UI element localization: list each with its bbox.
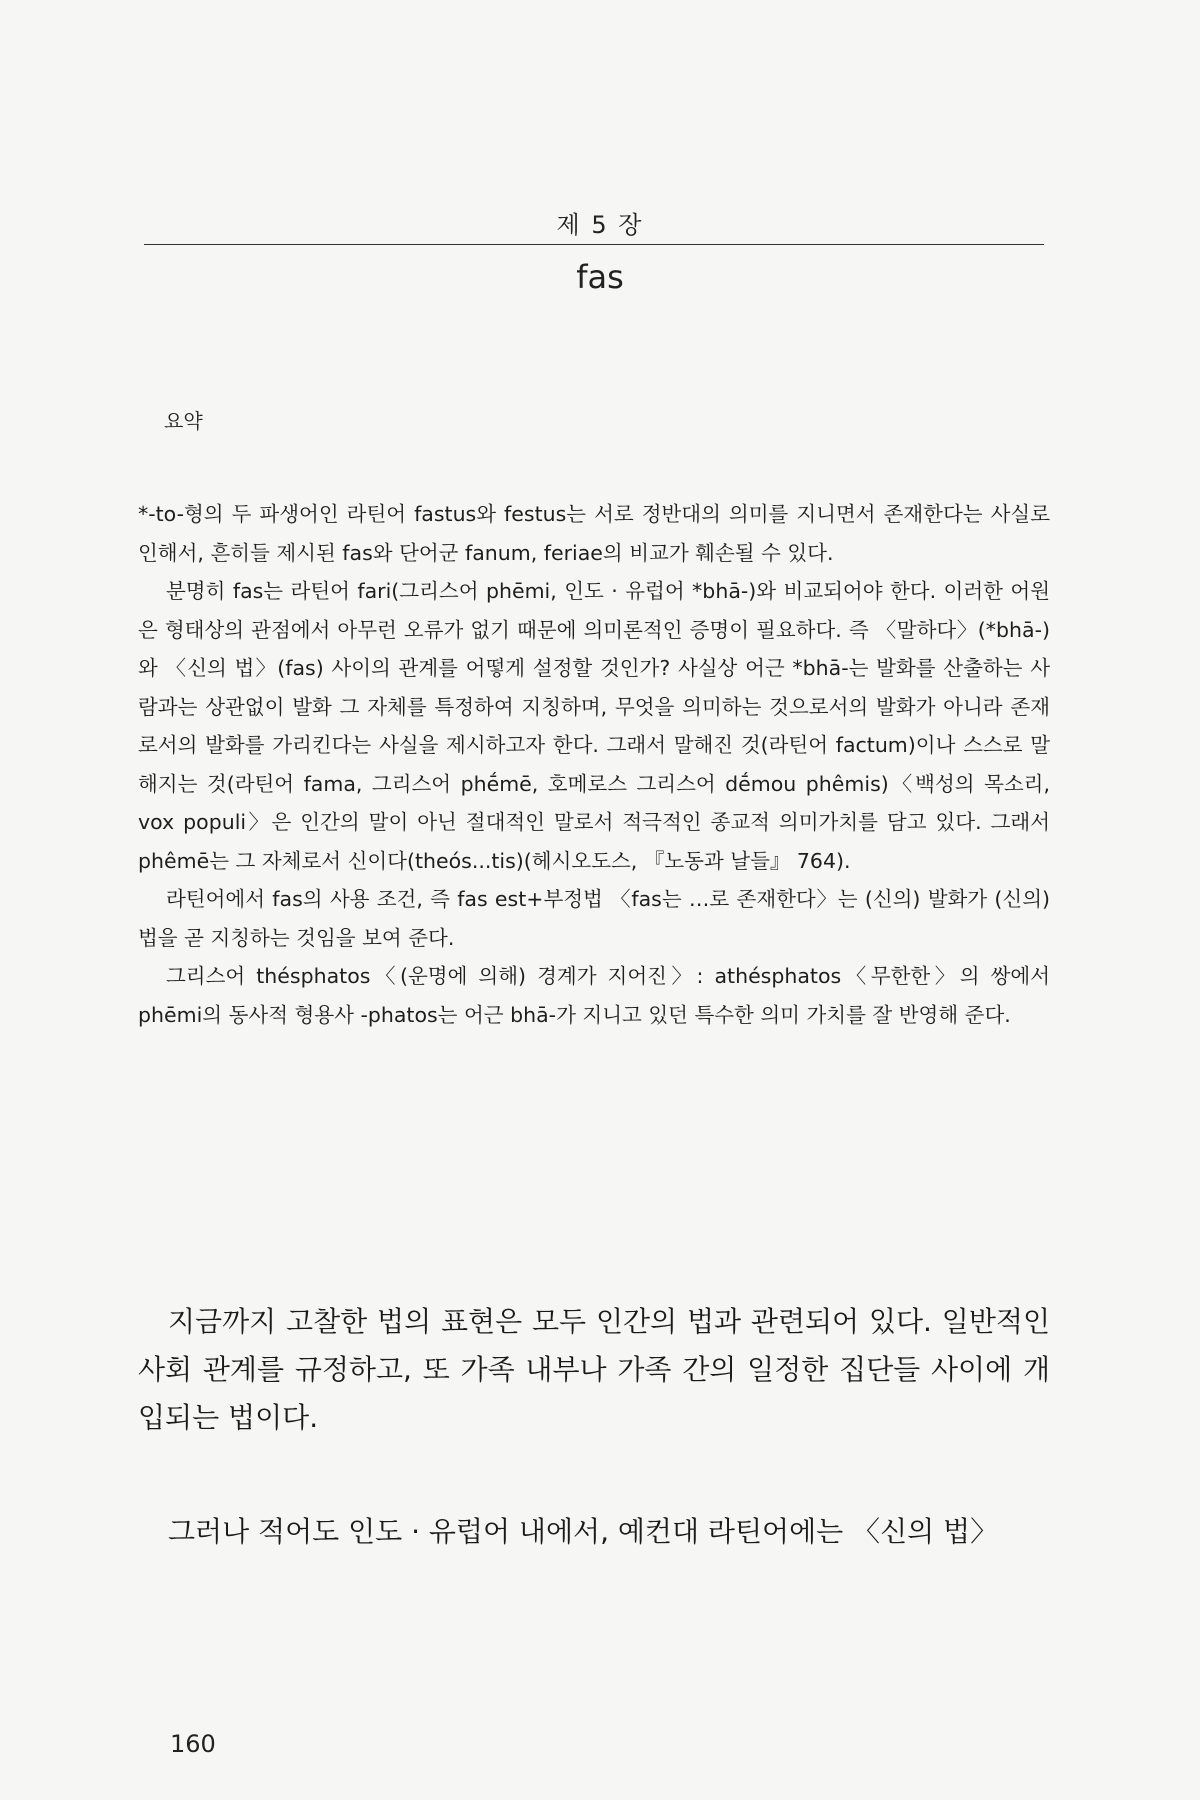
body-paragraph: 그러나 적어도 인도 · 유럽어 내에서, 예컨대 라틴어에는 〈신의 법〉 — [168, 1515, 999, 1548]
summary-paragraph: 분명히 fas는 라틴어 fari(그리스어 phēmi, 인도 · 유럽어 *bhā-)와 비교되어야 한다. 이러한 어원은 형태상의 관점에서 아무런 오류가 없기 때문에 의미론적인 증명이 필요하다. 즉 〈말하다〉(*bhā-)와 〈신의 법〉(fas) 사이의 관계를 어떻게 설정할 것인가? 사실상 어근 *bhā-는 발화를 산출하는 사람과는 상관없이 발화 그 자체를 특정하여 지칭하며, 무엇을 의미하는 것으로서의 발화가 아니라 존재로서의 발화를 가리킨다는 사실을 제시하고자 한다. 그래서 말해진 것(라틴어 factum)이나 스스로 말해지는 것(라틴어 fama, 그리스어 phḗmē, 호메로스 그리스어 dḗmou phêmis)〈백성의 목소리, vox populi〉은 인간의 말이 아닌 절대적인 말로서 적극적인 종교적 의미가치를 담고 있다. 그래서 phêmē는 그 자체로서 신이다(theós...tis)(헤시오도스, 『노동과 날들』 764). — [138, 579, 1050, 873]
page-number: 160 — [170, 1730, 216, 1758]
summary-heading: 요약 — [164, 409, 203, 433]
summary-paragraph: 라틴어에서 fas의 사용 조건, 즉 fas est+부정법 〈fas는 …로 존재한다〉는 (신의) 발화가 (신의) 법을 곧 지칭하는 것임을 보여 준다. — [138, 887, 1050, 950]
summary-paragraph: *-to-형의 두 파생어인 라틴어 fastus와 festus는 서로 정반대의 의미를 지니면서 존재한다는 사실로 인해서, 흔히들 제시된 fas와 단어군 fanum, feriae의 비교가 훼손될 수 있다. — [138, 502, 1050, 565]
body-text-block — [138, 1508, 1050, 1556]
summary-paragraph: 그리스어 thésphatos〈(운명에 의해) 경계가 지어진〉: athésphatos〈무한한〉의 쌍에서 phēmi의 동사적 형용사 -phatos는 어근 bhā-가 지니고 있던 특수한 의미 가치를 잘 반영해 준다. — [138, 964, 1050, 1027]
body-text-block — [138, 1298, 1050, 1442]
chapter-title: fas — [576, 258, 624, 296]
summary-block — [138, 495, 1050, 1034]
chapter-label: 제 5 장 — [556, 211, 644, 239]
body-paragraph: 지금까지 고찰한 법의 표현은 모두 인간의 법과 관련되어 있다. 일반적인 사회 관계를 규정하고, 또 가족 내부나 가족 간의 일정한 집단들 사이에 개입되는 법이다. — [138, 1305, 1050, 1434]
chapter-divider — [144, 244, 1044, 245]
